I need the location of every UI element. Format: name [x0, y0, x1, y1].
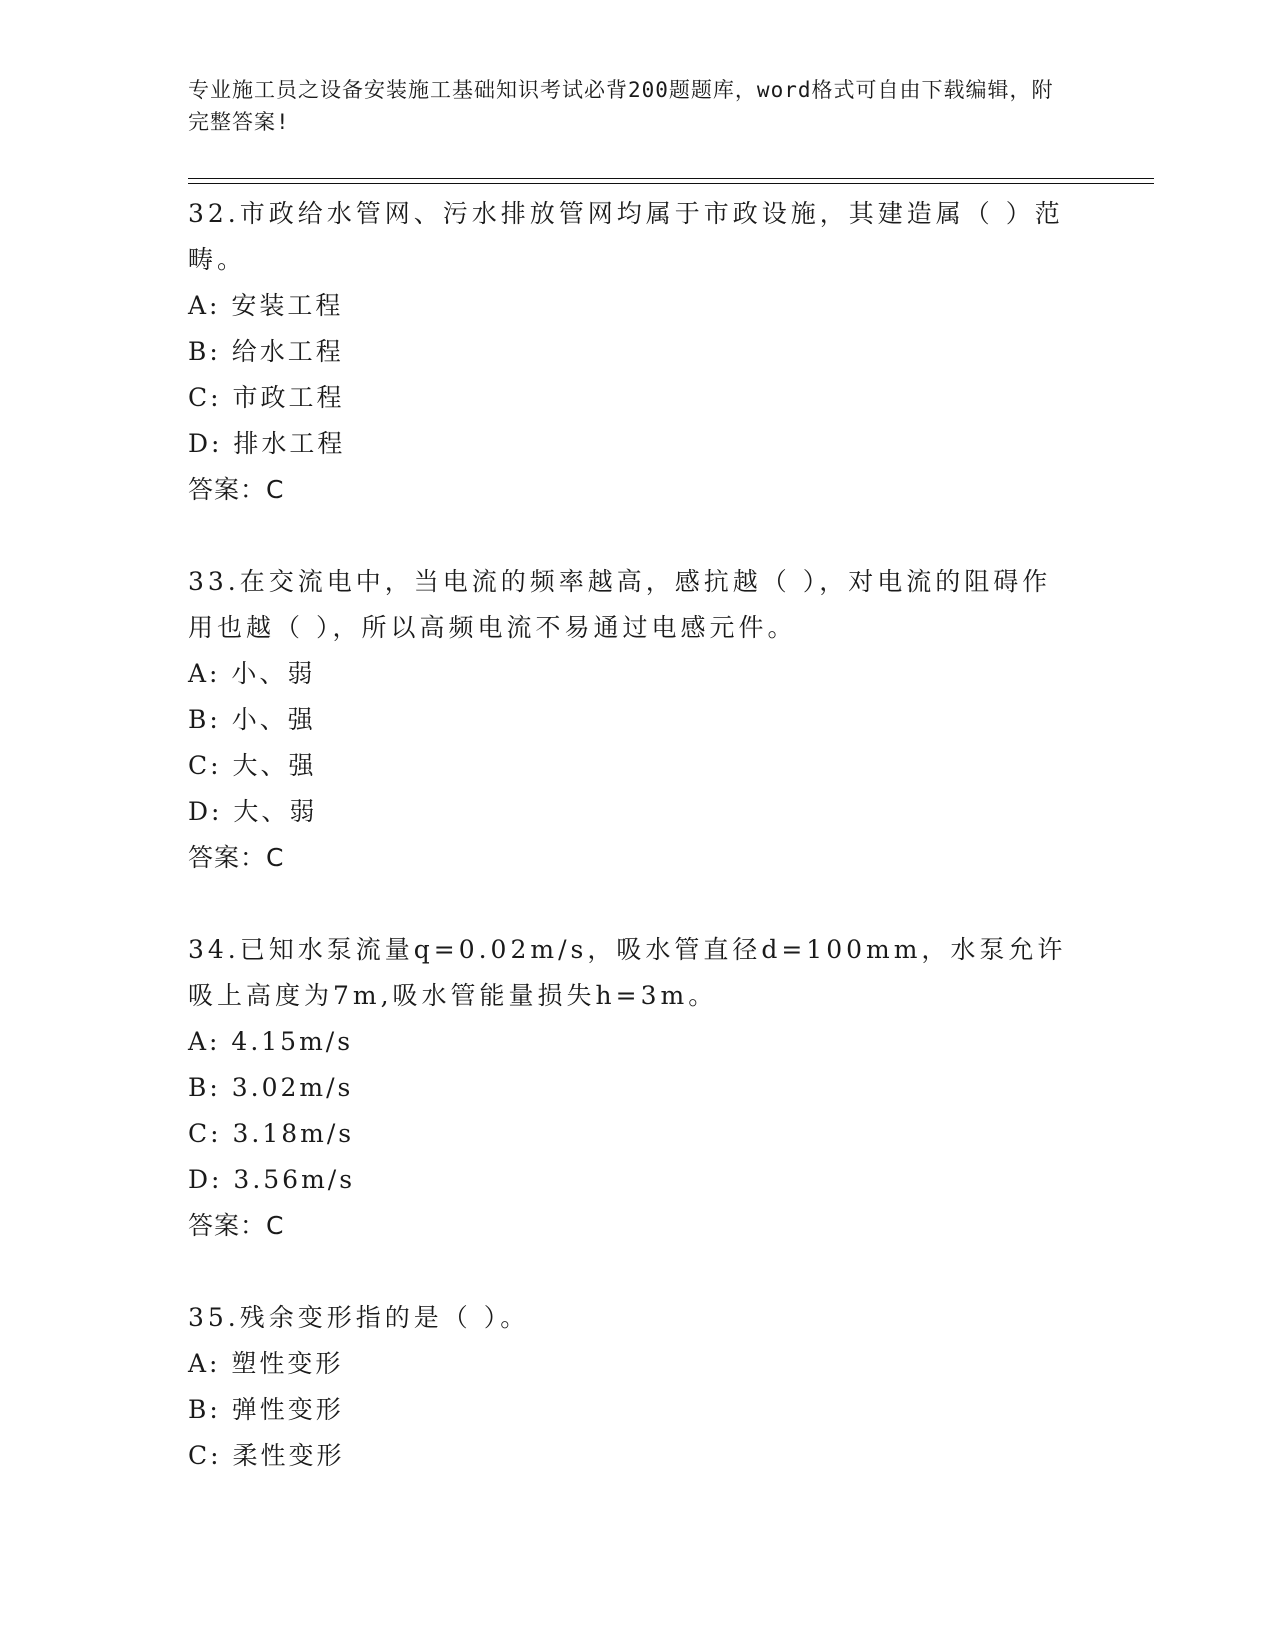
- option-d: D: 3.56m/s: [188, 1165, 356, 1194]
- option-c: C: 柔性变形: [188, 1441, 345, 1470]
- header-divider-top: [188, 178, 1154, 179]
- question-35: [188, 1295, 1068, 1479]
- header-divider-bottom: [188, 183, 1154, 184]
- option-a: A: 塑性变形: [188, 1349, 344, 1378]
- question-stem: 32.市政给水管网、污水排放管网均属于市政设施，其建造属（ ）范畴。: [188, 199, 1064, 274]
- question-32: [188, 191, 1068, 513]
- option-a: A: 4.15m/s: [188, 1027, 354, 1056]
- option-b: B: 小、强: [188, 705, 316, 734]
- answer-line: 答案：C: [188, 475, 285, 504]
- document-header: 专业施工员之设备安装施工基础知识考试必背200题题库，word格式可自由下载编辑，附完整答案!: [188, 78, 1054, 134]
- option-b: B: 给水工程: [188, 337, 344, 366]
- option-d: D: 大、弱: [188, 797, 318, 826]
- answer-line: 答案：C: [188, 1211, 285, 1240]
- question-stem: 34.已知水泵流量q=0.02m/s，吸水管直径d=100mm，水泵允许吸上高度为7m,吸水管能量损失h=3m。: [188, 935, 1067, 1010]
- option-d: D: 排水工程: [188, 429, 346, 458]
- option-c: C: 市政工程: [188, 383, 345, 412]
- option-c: C: 3.18m/s: [188, 1119, 355, 1148]
- option-a: A: 安装工程: [188, 291, 344, 320]
- option-a: A: 小、弱: [188, 659, 316, 688]
- question-34: [188, 927, 1068, 1249]
- option-b: B: 弹性变形: [188, 1395, 344, 1424]
- answer-line: 答案：C: [188, 843, 285, 872]
- question-stem: 33.在交流电中，当电流的频率越高，感抗越（ ），对电流的阻碍作用也越（ ），所以高频电流不易通过电感元件。: [188, 567, 1052, 642]
- option-b: B: 3.02m/s: [188, 1073, 354, 1102]
- question-list: [188, 191, 1068, 1525]
- question-stem: 35.残余变形指的是（ ）。: [188, 1303, 530, 1332]
- option-c: C: 大、强: [188, 751, 317, 780]
- question-33: [188, 559, 1068, 881]
